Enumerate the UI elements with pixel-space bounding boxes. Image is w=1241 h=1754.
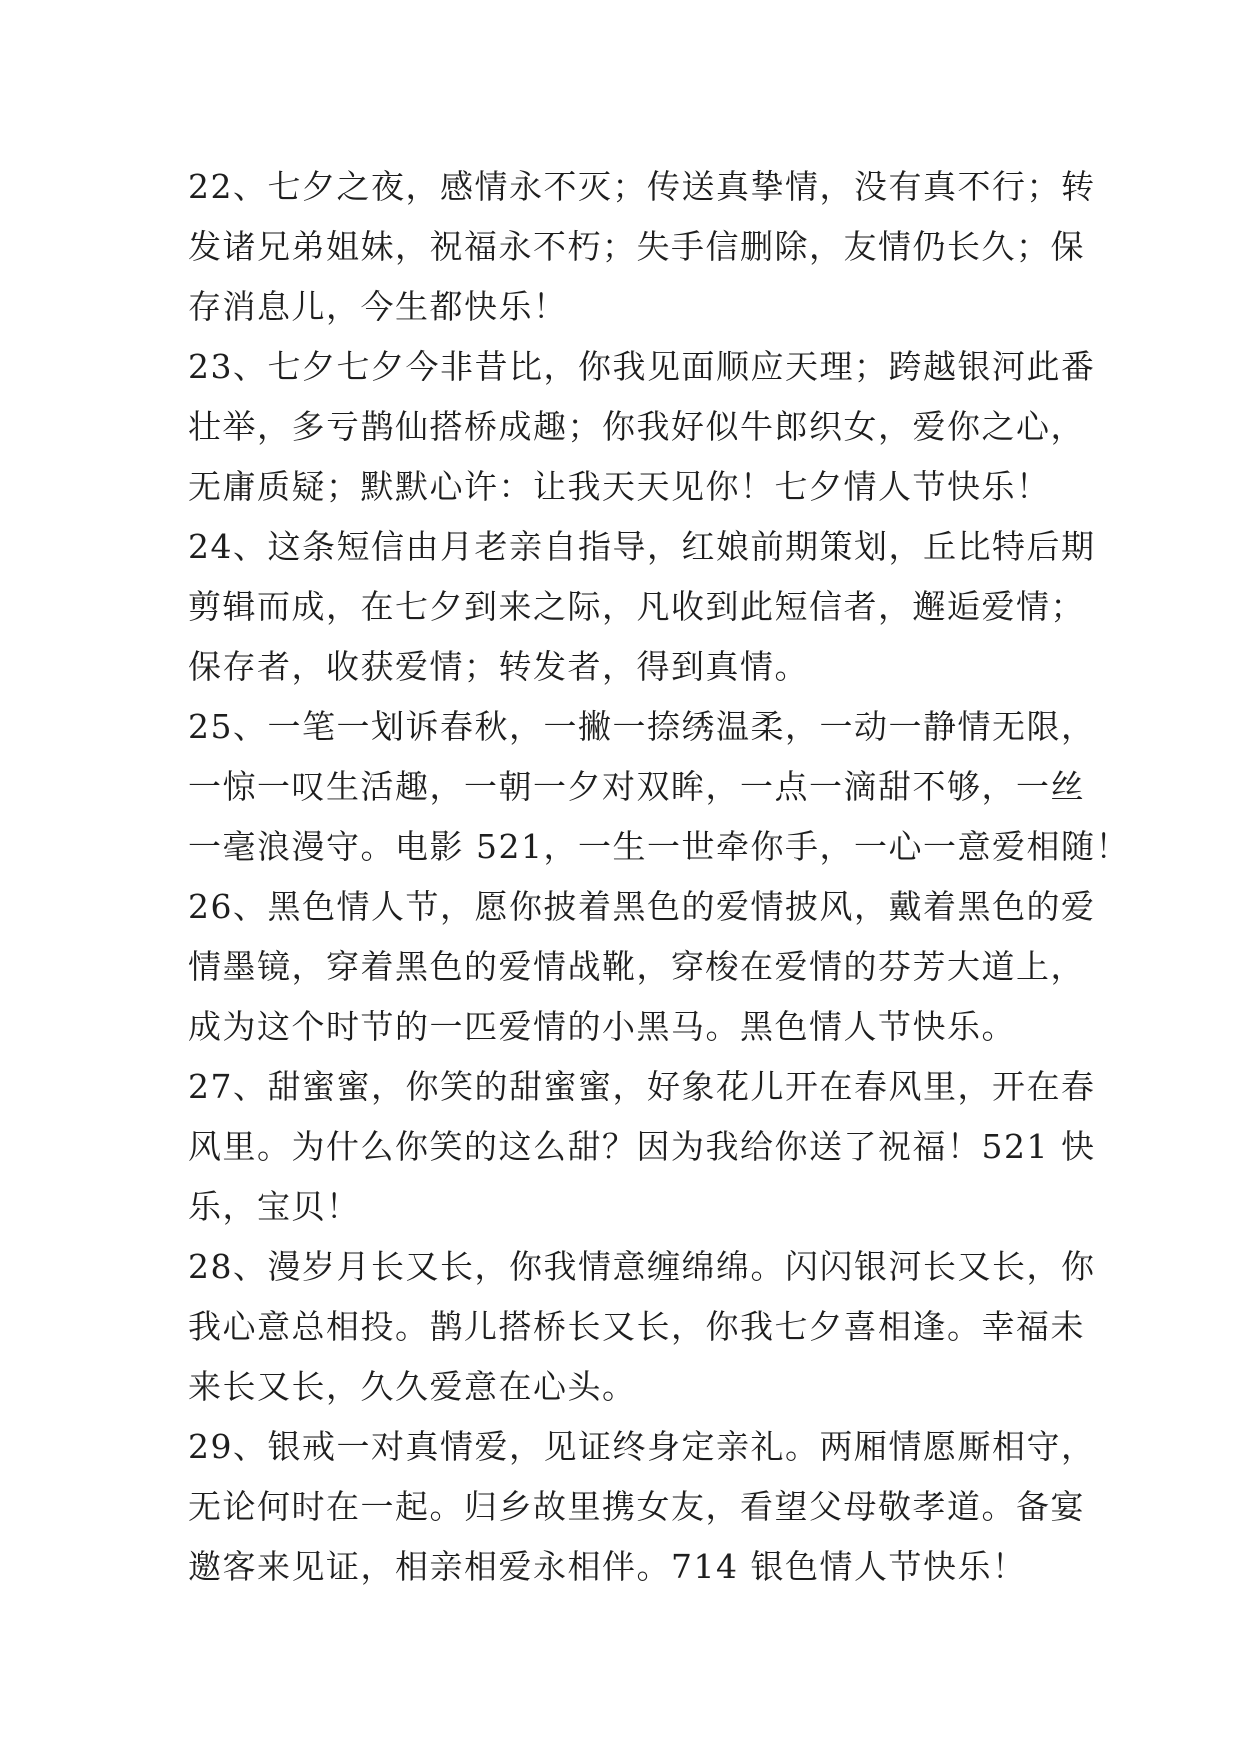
paragraph-line: 24、这条短信由月老亲自指导，红娘前期策划，丘比特后期 (188, 527, 1096, 566)
paragraph-line: 无庸质疑；默默心许：让我天天见你！七夕情人节快乐！ (188, 467, 1051, 506)
paragraph-26 (188, 877, 1096, 1057)
paragraph-line: 来长又长，久久爱意在心头。 (188, 1367, 637, 1406)
paragraph-line: 一惊一叹生活趣，一朝一夕对双眸，一点一滴甜不够，一丝 (188, 767, 1085, 806)
paragraph-line: 22、七夕之夜，感情永不灭；传送真挚情，没有真不行；转 (188, 167, 1096, 206)
paragraph-line: 存消息儿，今生都快乐！ (188, 287, 568, 326)
paragraph-line: 29、银戒一对真情爱，见证终身定亲礼。两厢情愿厮相守， (188, 1427, 1096, 1466)
paragraph-23 (188, 337, 1096, 517)
paragraph-line: 发诸兄弟姐妹，祝福永不朽；失手信删除，友情仍长久；保 (188, 227, 1085, 266)
paragraph-29 (188, 1417, 1096, 1597)
paragraph-27 (188, 1057, 1096, 1237)
document-body (188, 157, 1130, 1597)
paragraph-line: 25、一笔一划诉春秋，一撇一捺绣温柔，一动一静情无限， (188, 707, 1096, 746)
paragraph-line: 情墨镜，穿着黑色的爱情战靴，穿梭在爱情的芬芳大道上， (188, 947, 1085, 986)
paragraph-line: 28、漫岁月长又长，你我情意缠绵绵。闪闪银河长又长，你 (188, 1247, 1096, 1286)
paragraph-line: 23、七夕七夕今非昔比，你我见面顺应天理；跨越银河此番 (188, 347, 1096, 386)
paragraph-line: 壮举，多亏鹊仙搭桥成趣；你我好似牛郎织女，爱你之心， (188, 407, 1085, 446)
paragraph-line: 26、黑色情人节，愿你披着黑色的爱情披风，戴着黑色的爱 (188, 887, 1096, 926)
paragraph-22 (188, 157, 1096, 337)
paragraph-25 (188, 697, 1130, 877)
paragraph-line: 邀客来见证，相亲相爱永相伴。714 银色情人节快乐！ (188, 1547, 1027, 1586)
paragraph-28 (188, 1237, 1096, 1417)
paragraph-line: 风里。为什么你笑的这么甜？因为我给你送了祝福！521 快 (188, 1127, 1096, 1166)
paragraph-line: 无论何时在一起。归乡故里携女友，看望父母敬孝道。备宴 (188, 1487, 1085, 1526)
paragraph-24 (188, 517, 1096, 697)
paragraph-line: 27、甜蜜蜜，你笑的甜蜜蜜，好象花儿开在春风里，开在春 (188, 1067, 1096, 1106)
paragraph-line: 保存者，收获爱情；转发者，得到真情。 (188, 647, 809, 686)
paragraph-line: 一毫浪漫守。电影 521，一生一世牵你手，一心一意爱相随！ (188, 827, 1130, 866)
paragraph-line: 成为这个时节的一匹爱情的小黑马。黑色情人节快乐。 (188, 1007, 1016, 1046)
paragraph-line: 剪辑而成，在七夕到来之际，凡收到此短信者，邂逅爱情； (188, 587, 1085, 626)
paragraph-line: 我心意总相投。鹊儿搭桥长又长，你我七夕喜相逢。幸福未 (188, 1307, 1085, 1346)
paragraph-line: 乐，宝贝！ (188, 1187, 361, 1226)
